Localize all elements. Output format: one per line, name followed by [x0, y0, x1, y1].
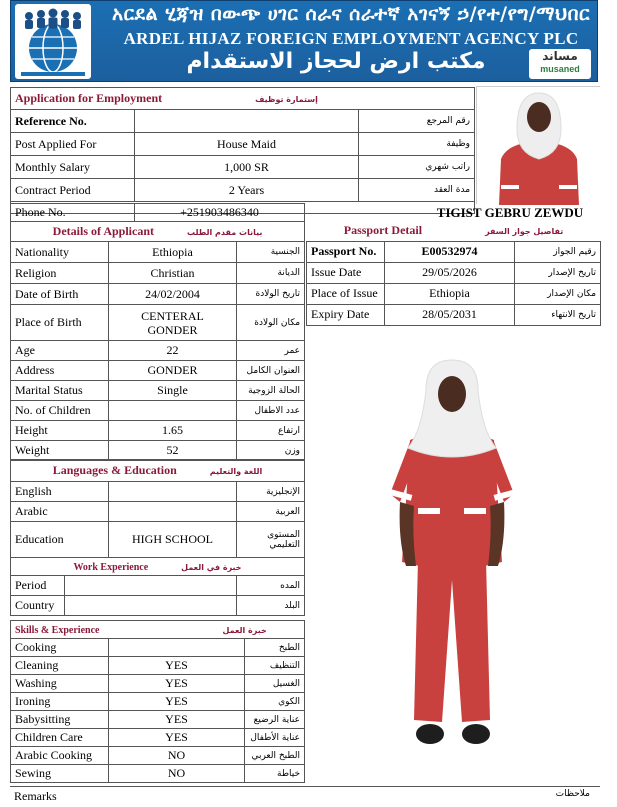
row-label: Education [11, 522, 109, 558]
row-label-ar: خياطة [245, 765, 305, 783]
row-label-ar: رقيم الجواز [515, 241, 601, 262]
row-label-ar: رقم المرجع [359, 110, 475, 133]
row-label-ar: مدة العقد [359, 179, 475, 202]
row-value [109, 482, 237, 502]
remarks-label-ar: ملاحظات [555, 789, 590, 799]
row-label-ar: الجنسية [237, 242, 305, 263]
row-label: Place of Issue [307, 283, 385, 304]
table-row [11, 421, 305, 441]
row-label: Ironing [11, 693, 109, 711]
row-value [65, 576, 237, 596]
table-row [307, 283, 601, 304]
row-label-ar: عناية الرضيع [245, 711, 305, 729]
table-row [11, 576, 305, 596]
table-row [11, 284, 305, 305]
row-label-ar: الكوي [245, 693, 305, 711]
table-row [11, 401, 305, 421]
table-row [11, 522, 305, 558]
skills-title: Skills & Experience [15, 625, 100, 636]
row-value: 1,000 SR [135, 156, 359, 179]
row-label: Contract Period [11, 179, 135, 202]
row-value [109, 401, 237, 421]
applicant-photo-full [306, 330, 600, 790]
row-label-ar: وزن [237, 441, 305, 461]
row-label: Arabic [11, 502, 109, 522]
row-value [135, 110, 359, 133]
row-label: Period [11, 576, 65, 596]
musaned-arabic: مساند [542, 49, 578, 63]
row-label: Weight [11, 441, 109, 461]
row-value: 52 [109, 441, 237, 461]
table-row [11, 693, 305, 711]
work-title-ar: خبرة في العمل [181, 563, 242, 572]
row-label-ar: العربية [237, 502, 305, 522]
row-label-ar: ارتفاع [237, 421, 305, 441]
table-row [307, 304, 601, 325]
row-value [109, 502, 237, 522]
row-label-ar: المستوى التعليمي [237, 522, 305, 558]
remarks-row [10, 786, 600, 807]
table-row [11, 110, 475, 133]
row-label-ar: وظيفة [359, 133, 475, 156]
row-value: 22 [109, 341, 237, 361]
table-row [11, 675, 305, 693]
skills-title-ar: خبرة العمل [222, 626, 267, 635]
row-value: YES [109, 693, 245, 711]
row-label: Babysitting [11, 711, 109, 729]
row-label-ar: الطبخ [245, 639, 305, 657]
row-label-ar: البلد [237, 596, 305, 616]
row-label: Age [11, 341, 109, 361]
row-label-ar: الطبخ العربي [245, 747, 305, 765]
row-value: CENTERAL GONDER [109, 305, 237, 341]
row-value: 28/05/2031 [385, 304, 515, 325]
row-label: Post Applied For [11, 133, 135, 156]
row-label-ar: الحالة الزوجية [237, 381, 305, 401]
table-row [11, 657, 305, 675]
row-label-ar: العنوان الكامل [237, 361, 305, 381]
row-label-ar: عناية الأطفال [245, 729, 305, 747]
row-value: Ethiopia [109, 242, 237, 263]
details-table [10, 221, 305, 461]
row-value: 2 Years [135, 179, 359, 202]
row-label-ar: عدد الاطفال [237, 401, 305, 421]
remarks-label: Remarks [14, 789, 57, 803]
phone-label: Phone No. [11, 204, 135, 222]
row-label-ar: التنظيف [245, 657, 305, 675]
table-row [11, 729, 305, 747]
agency-logo [15, 4, 91, 79]
row-label-ar: الديانة [237, 263, 305, 284]
row-value: NO [109, 747, 245, 765]
skills-table [10, 620, 305, 783]
application-table [10, 87, 475, 214]
row-label: No. of Children [11, 401, 109, 421]
passport-title-ar: تفاصيل جواز السفر [485, 227, 564, 237]
row-label-ar: الإنجليزية [237, 482, 305, 502]
row-value: House Maid [135, 133, 359, 156]
row-label: Passport No. [307, 241, 385, 262]
details-title-ar: بيانات مقدم الطلب [187, 228, 263, 237]
row-value [109, 639, 245, 657]
globe-people-icon [15, 4, 91, 79]
details-title: Details of Applicant [52, 224, 154, 238]
row-label: Children Care [11, 729, 109, 747]
row-label-ar: مكان الإصدار [515, 283, 601, 304]
table-row [11, 441, 305, 461]
row-value: 1.65 [109, 421, 237, 441]
table-row [11, 639, 305, 657]
row-label: Place of Birth [11, 305, 109, 341]
row-label: Monthly Salary [11, 156, 135, 179]
person-portrait-icon [477, 87, 601, 205]
row-label-ar: عمر [237, 341, 305, 361]
languages-table [10, 459, 305, 558]
row-label: Address [11, 361, 109, 381]
passport-table [306, 221, 601, 326]
row-label: Cooking [11, 639, 109, 657]
passport-title: Passport Detail [343, 223, 423, 238]
row-label: Cleaning [11, 657, 109, 675]
row-label-ar: مكان الولادة [237, 305, 305, 341]
applicant-photo-portrait [476, 86, 600, 204]
row-value: YES [109, 657, 245, 675]
phone-table [10, 203, 305, 222]
musaned-english: musaned [540, 64, 580, 74]
row-value: 24/02/2004 [109, 284, 237, 305]
row-label: Date of Birth [11, 284, 109, 305]
row-label: Arabic Cooking [11, 747, 109, 765]
row-label: Marital Status [11, 381, 109, 401]
row-label: English [11, 482, 109, 502]
work-table [10, 557, 305, 616]
row-label: Issue Date [307, 262, 385, 283]
row-label: Expiry Date [307, 304, 385, 325]
header-arabic: مكتب ارض لحجاز الاستقدام [186, 49, 486, 74]
table-row [11, 381, 305, 401]
row-label: Country [11, 596, 65, 616]
musaned-logo [529, 49, 591, 79]
table-row [11, 765, 305, 783]
application-title-ar: إستمارة توظيف [255, 95, 318, 104]
application-title: Application for Employment [15, 91, 163, 105]
table-row [11, 242, 305, 263]
table-row [11, 502, 305, 522]
row-label-ar: تاريخ الانتهاء [515, 304, 601, 325]
header-english: ARDEL HIJAZ FOREIGN EMPLOYMENT AGENCY PLC [123, 29, 579, 48]
row-value: GONDER [109, 361, 237, 381]
row-value: Single [109, 381, 237, 401]
row-label: Reference No. [11, 110, 135, 133]
row-value: Ethiopia [385, 283, 515, 304]
table-row [11, 482, 305, 502]
row-label: Height [11, 421, 109, 441]
table-row [11, 711, 305, 729]
header-banner [10, 0, 598, 82]
row-label: Religion [11, 263, 109, 284]
row-value: HIGH SCHOOL [109, 522, 237, 558]
header-amharic: አርደል ሂጃዝ በውጭ ሀገር ሰራና ሰራተኛ አገናኝ ኃ/የተ/የግ/ማህበር [111, 3, 590, 25]
work-title: Work Experience [73, 562, 149, 573]
languages-title-ar: اللغة والتعليم [209, 467, 263, 476]
table-row [11, 596, 305, 616]
table-row [11, 179, 475, 202]
table-row [307, 241, 601, 262]
row-value: YES [109, 675, 245, 693]
row-label: Nationality [11, 242, 109, 263]
phone-value: +251903486340 [135, 204, 305, 222]
table-row [11, 133, 475, 156]
row-label-ar: تاريخ الإصدار [515, 262, 601, 283]
person-full-body-icon [306, 330, 600, 790]
table-row [11, 747, 305, 765]
languages-title: Languages & Education [52, 463, 177, 477]
table-row [11, 156, 475, 179]
row-value: Christian [109, 263, 237, 284]
row-label-ar: المده [237, 576, 305, 596]
row-label-ar: راتب شهري [359, 156, 475, 179]
row-value: YES [109, 729, 245, 747]
row-value: E00532974 [385, 241, 515, 262]
row-value [65, 596, 237, 616]
row-label-ar: الغسيل [245, 675, 305, 693]
table-row [11, 263, 305, 284]
table-row [11, 341, 305, 361]
row-label: Washing [11, 675, 109, 693]
table-row [307, 262, 601, 283]
row-label: Sewing [11, 765, 109, 783]
row-value: YES [109, 711, 245, 729]
table-row [11, 361, 305, 381]
applicant-name: TIGIST GEBRU ZEWDU [436, 205, 584, 220]
row-label-ar: تاريخ الولادة [237, 284, 305, 305]
table-row [11, 305, 305, 341]
row-value: NO [109, 765, 245, 783]
row-value: 29/05/2026 [385, 262, 515, 283]
